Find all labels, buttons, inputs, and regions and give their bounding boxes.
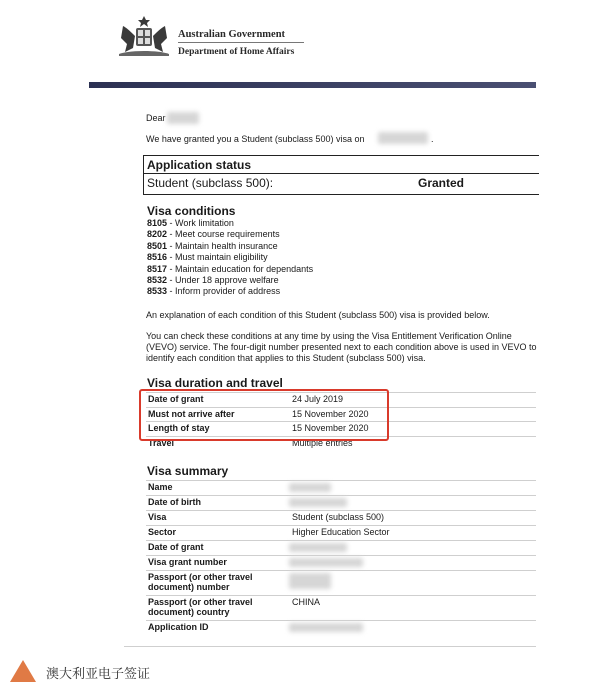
condition-code: 8532: [147, 275, 168, 285]
vevo-paragraph: You can check these conditions at any time by using the Visa Entitlement Verification Online (VEVO) service. The four-digit number presented next to each condition above is used in VEVO to identify each condition that applies to this Student (subclass 500) visa.: [146, 331, 537, 363]
condition-text: - Meet course requirements: [167, 229, 280, 240]
redacted-value: [289, 483, 331, 492]
row-label: Sector: [148, 527, 177, 537]
status-value: Granted: [418, 176, 465, 190]
footer-caption: 澳大利亚电子签证: [46, 666, 151, 681]
conditions-explanation: An explanation of each condition of this Student (subclass 500) visa is provided below.: [146, 310, 490, 320]
visa-duration-heading: Visa duration and travel: [147, 376, 283, 390]
row-label: Name: [148, 482, 173, 492]
redacted-grant-date: [378, 132, 428, 144]
row-value: Student (subclass 500): [292, 512, 385, 522]
redacted-value: [289, 498, 347, 507]
condition-item: [147, 229, 280, 239]
header-bar: [89, 82, 536, 88]
row-value: 24 July 2019: [292, 394, 344, 404]
highlight-box: [139, 389, 389, 441]
row-label: Date of grant: [148, 542, 204, 552]
application-status-heading: Application status: [147, 158, 252, 172]
status-divider: [144, 173, 539, 174]
condition-code: 8517: [147, 263, 168, 274]
application-status-box: [143, 155, 539, 195]
row-label: Visa grant number: [148, 557, 227, 567]
redacted-value: [289, 573, 331, 589]
row-label: Date of birth: [148, 497, 201, 507]
condition-code: 8533: [147, 286, 168, 297]
table-row: [146, 540, 536, 556]
row-value: Multiple entries: [292, 437, 353, 448]
row-label: Visa: [148, 512, 167, 522]
row-label: Application ID: [148, 622, 209, 632]
row-label: Length of stay: [148, 423, 210, 433]
row-value: Higher Education Sector: [292, 527, 390, 537]
row-value: CHINA: [292, 597, 321, 607]
condition-text: - Under 18 approve welfare: [167, 275, 279, 285]
condition-item: [147, 275, 279, 285]
condition-code: 8202: [147, 229, 168, 240]
condition-code: 8501: [147, 240, 168, 251]
condition-item: [147, 252, 268, 262]
table-row: [146, 570, 536, 596]
condition-item: [147, 264, 313, 274]
coat-of-arms-logo: [115, 14, 173, 58]
visa-conditions-heading: Visa conditions: [147, 204, 236, 218]
granted-line-end: .: [431, 134, 434, 144]
row-label: Travel: [148, 437, 175, 448]
row-label: Must not arrive after: [148, 408, 235, 419]
condition-text: - Maintain health insurance: [167, 240, 278, 251]
condition-text: - Must maintain eligibility: [167, 252, 268, 263]
government-name: Australian Government: [178, 29, 286, 40]
condition-text: - Work limitation: [167, 218, 234, 228]
status-visa: Student (subclass 500):: [147, 176, 274, 190]
row-label: Passport (or other travel document) country: [148, 597, 253, 617]
condition-text: - Maintain education for dependants: [167, 263, 314, 274]
table-row: [146, 525, 536, 541]
visa-summary-heading: Visa summary: [147, 464, 229, 478]
row-label: Date of grant: [148, 394, 204, 404]
table-row: [146, 555, 536, 571]
summary-bottom-line: [124, 646, 536, 647]
redacted-name: [167, 112, 199, 124]
condition-code: 8516: [147, 252, 168, 263]
row-value: 15 November 2020: [292, 423, 369, 433]
row-label: Passport (or other travel document) number: [148, 572, 253, 592]
condition-item: [147, 241, 278, 251]
greeting: Dear: [146, 113, 166, 123]
condition-text: - Inform provider of address: [167, 286, 281, 297]
table-row: [146, 495, 536, 511]
header-divider: [178, 42, 304, 43]
table-row: [146, 620, 536, 636]
table-row: [146, 480, 536, 496]
table-row: [146, 510, 536, 526]
triangle-icon: [10, 660, 36, 682]
row-value: 15 November 2020: [292, 408, 369, 419]
condition-code: 8105: [147, 218, 168, 228]
redacted-value: [289, 623, 363, 632]
table-row: [146, 595, 536, 621]
department-name: Department of Home Affairs: [178, 47, 295, 57]
redacted-value: [289, 558, 363, 567]
redacted-value: [289, 543, 347, 552]
condition-item: [147, 218, 234, 228]
granted-line: We have granted you a Student (subclass 500) visa on: [146, 134, 365, 144]
condition-item: [147, 286, 280, 296]
